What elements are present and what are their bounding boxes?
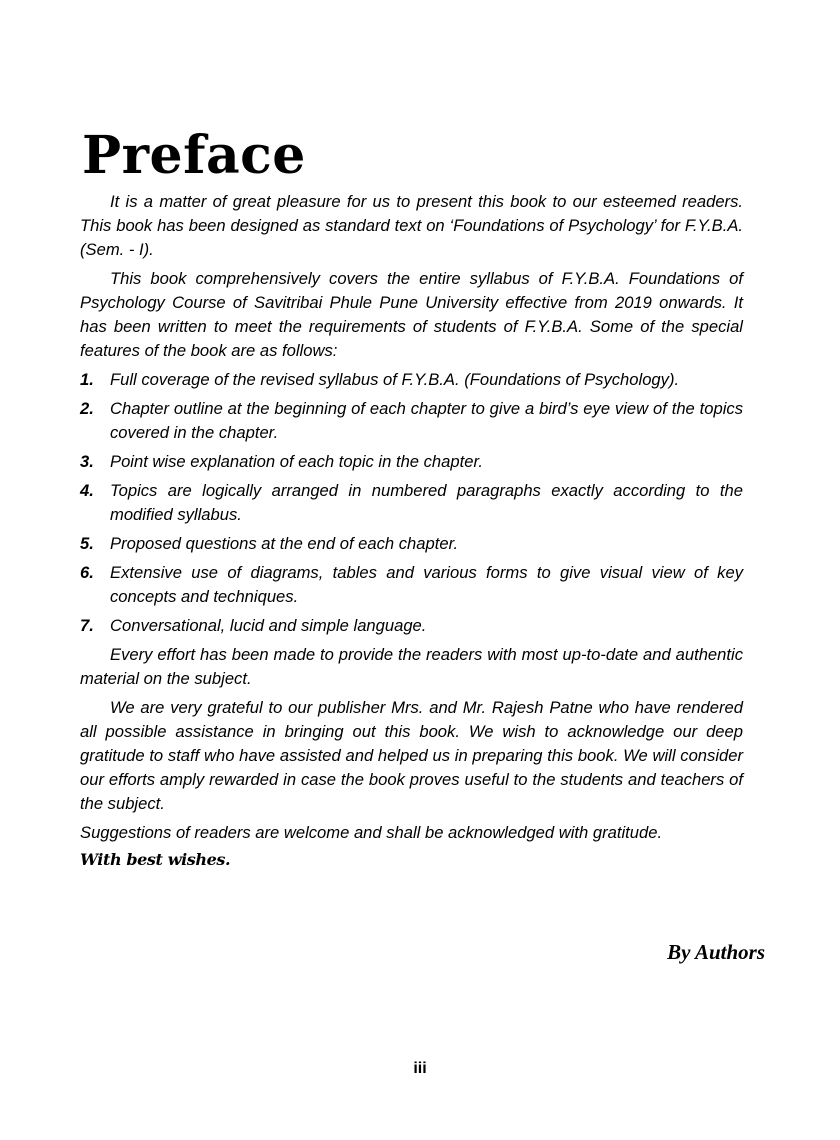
list-item-number: 4. [80,481,94,500]
list-item-number: 7. [80,616,94,635]
outro-paragraph-1: Every effort has been made to provide the readers with most up-to-date and authentic material on the subject. [80,645,743,688]
author-signature: By Authors [667,940,765,964]
list-item [80,561,743,609]
list-item [80,368,743,392]
list-item-text: Extensive use of diagrams, tables and various forms to give visual view of key concepts and techniques. [110,563,743,606]
list-item [80,532,743,556]
list-item-text: Topics are logically arranged in numbered paragraphs exactly according to the modified syllabus. [110,481,743,524]
preface-page [80,125,743,869]
features-list [80,368,743,638]
page-title: Preface [82,125,306,186]
list-item-text: Full coverage of the revised syllabus of F.Y.B.A. (Foundations of Psychology). [110,370,680,389]
list-item [80,479,743,527]
intro-paragraph-2: This book comprehensively covers the entire syllabus of F.Y.B.A. Foundations of Psychology Course of Savitribai Phule Pune University effective from 2019 onwards. It has been written to meet the requirements of students of F.Y.B.A. Some of the special features of the book are as follows: [80,269,743,360]
list-item-text: Point wise explanation of each topic in the chapter. [110,452,483,471]
list-item-text: Chapter outline at the beginning of each chapter to give a bird’s eye view of the topics covered in the chapter. [110,399,743,442]
closing-wishes: With best wishes. [80,850,231,869]
list-item [80,450,743,474]
suggestions-paragraph: Suggestions of readers are welcome and shall be acknowledged with gratitude. [80,823,663,842]
list-item-number: 5. [80,534,94,553]
intro-paragraph-1: It is a matter of great pleasure for us to present this book to our esteemed readers. This book has been designed as standard text on ‘Foundations of Psychology’ for F.Y.B.A. (Sem. - I). [80,192,743,259]
list-item-number: 3. [80,452,94,471]
list-item-text: Conversational, lucid and simple language. [110,616,427,635]
list-item-text: Proposed questions at the end of each chapter. [110,534,459,553]
list-item-number: 2. [80,399,94,418]
list-item [80,397,743,445]
list-item [80,614,743,638]
page-number: iii [413,1060,427,1077]
list-item-number: 1. [80,370,94,389]
preface-body [80,190,743,845]
outro-paragraph-2: We are very grateful to our publisher Mrs. and Mr. Rajesh Patne who have rendered all possible assistance in bringing out this book. We wish to acknowledge our deep gratitude to staff who have assisted and helped us in preparing this book. We will consider our efforts amply rewarded in case the book proves useful to the students and teachers of the subject. [80,698,743,813]
list-item-number: 6. [80,563,94,582]
